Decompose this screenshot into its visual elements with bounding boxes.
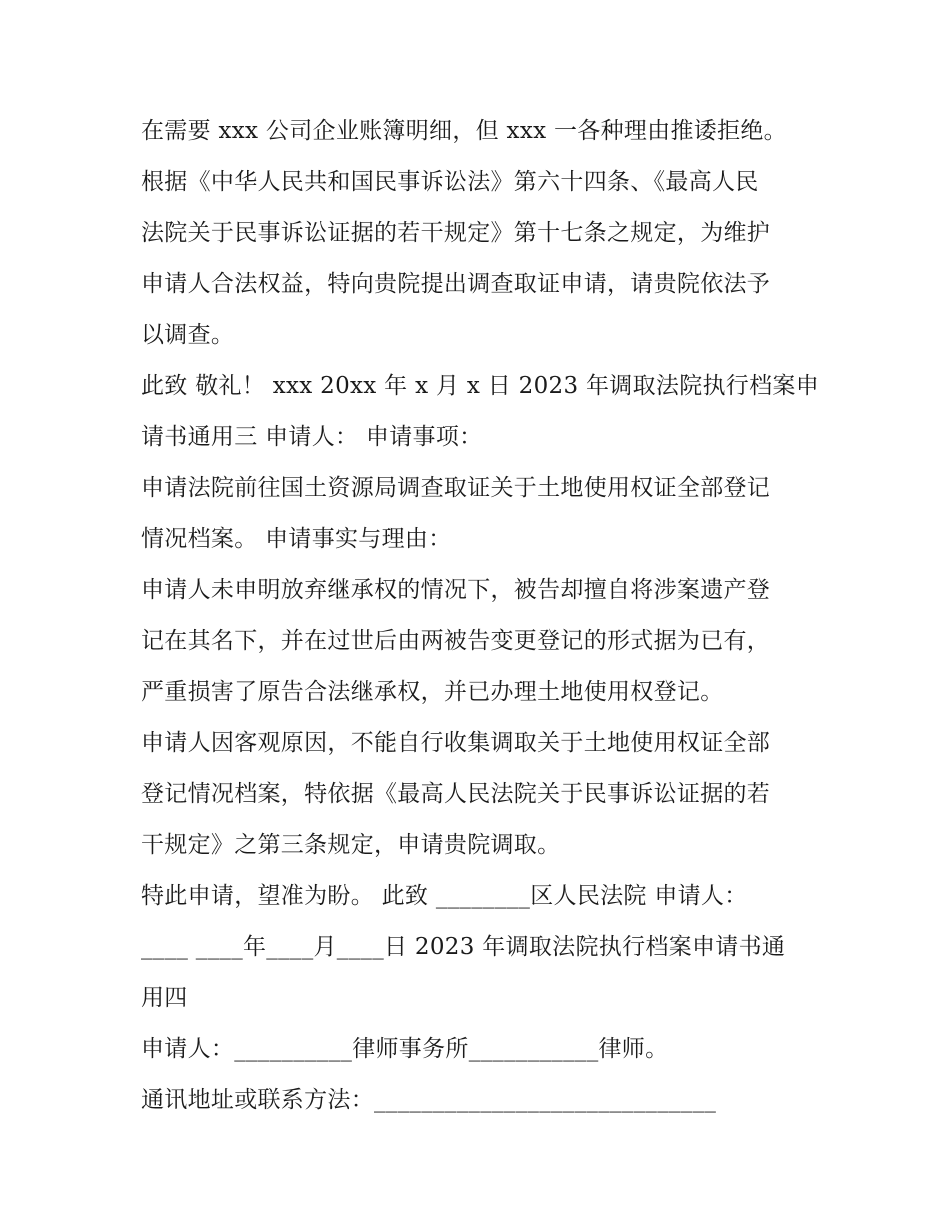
text-line: 申请人因客观原因，不能自行收集调取关于土地使用权证全部 [141, 730, 771, 756]
text-line: 干规定》之第三条规定，申请贵院调取。 [141, 832, 561, 858]
text-line: 登记情况档案，特依据《最高人民法院关于民事诉讼证据的若 [141, 781, 771, 807]
text-line: 情况档案。 申请事实与理由： [141, 526, 452, 552]
text-line: 申请法院前往国土资源局调查取证关于土地使用权证全部登记 [141, 475, 771, 501]
text-line: 记在其名下，并在过世后由两被告变更登记的形式据为已有， [141, 628, 771, 654]
text-line: 根据《中华人民共和国民事诉讼法》第六十四条、《最高人民 [141, 169, 759, 195]
text-line: 申请人：__________律师事务所___________律师。 [141, 1036, 669, 1062]
text-line: 请书通用三 申请人： 申请事项： [141, 424, 483, 450]
text-line: 此致 敬礼！ xxx 20xx 年 x 月 x 日 2023 年调取法院执行档案申 [141, 373, 820, 399]
text-line: 以调查。 [141, 322, 235, 348]
text-line: 用四 [141, 985, 188, 1011]
text-line: 在需要 xxx 公司企业账簿明细，但 xxx 一各种理由推诿拒绝。 [141, 118, 787, 144]
text-line: 特此申请，望准为盼。 此致 ________区人民法院 申请人： [141, 883, 748, 909]
text-line: ____ ____年____月____日 2023 年调取法院执行档案申请书通 [141, 934, 786, 960]
text-line: 申请人合法权益，特向贵院提出调查取证申请，请贵院依法予 [141, 271, 771, 297]
document-body [141, 106, 821, 1126]
text-line: 申请人未申明放弃继承权的情况下，被告却擅自将涉案遗产登 [141, 577, 771, 603]
text-line: 法院关于民事诉讼证据的若干规定》第十七条之规定，为维护 [141, 220, 771, 246]
text-line: 通讯地址或联系方法：_____________________________ [141, 1087, 717, 1113]
text-line: 严重损害了原告合法继承权，并已办理土地使用权登记。 [141, 679, 724, 705]
